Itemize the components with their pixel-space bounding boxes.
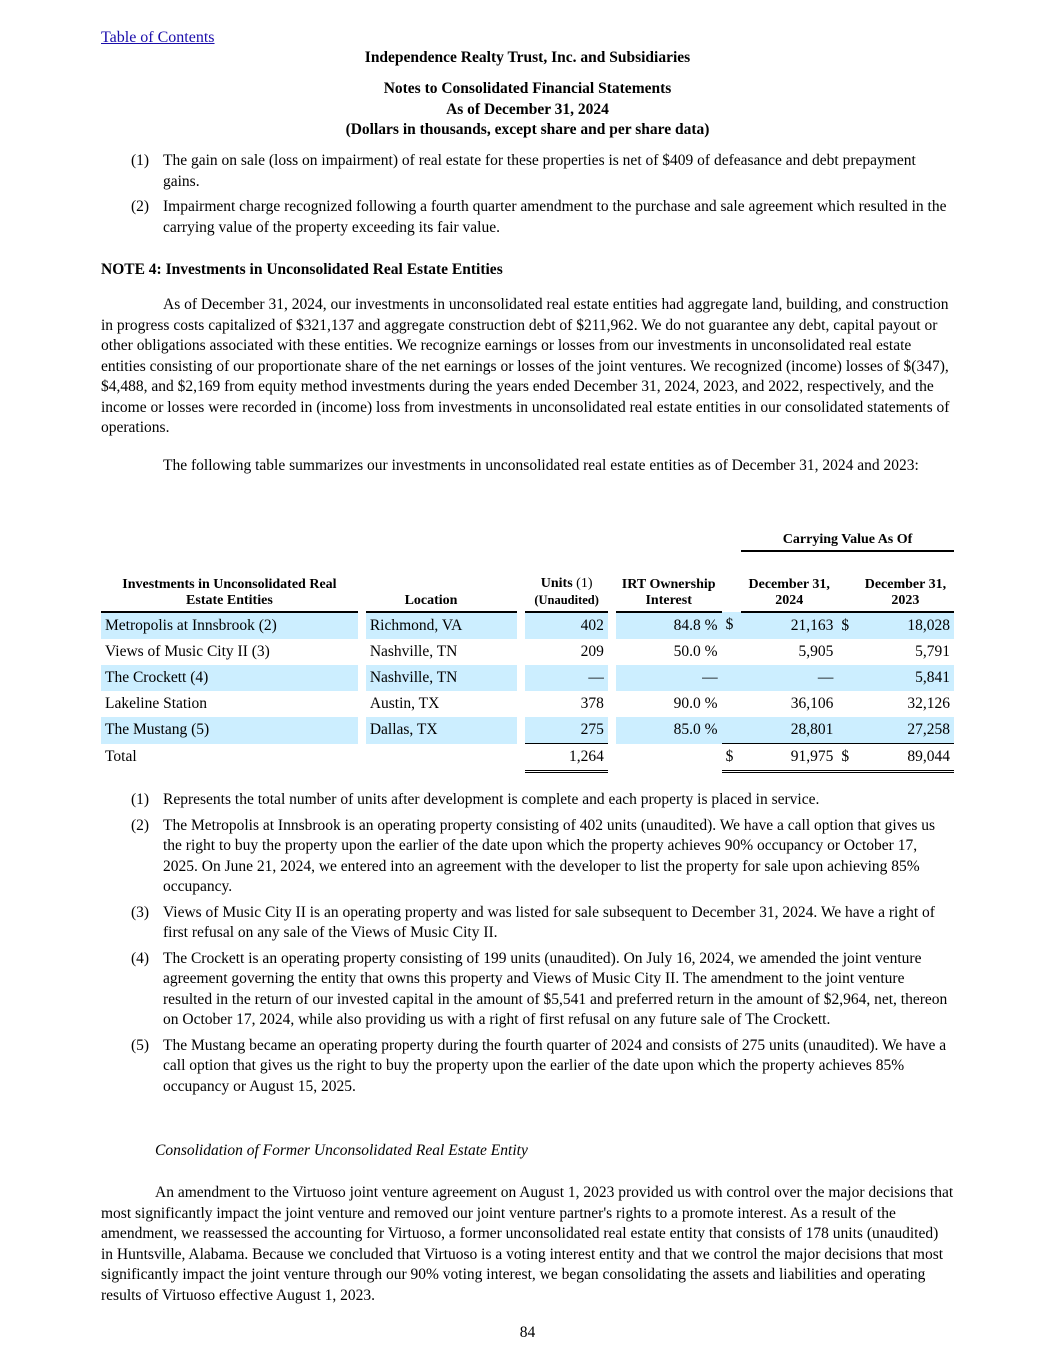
carrying-value-header: Carrying Value As Of [741,532,954,551]
cell-entity: Views of Music City II (3) [105,642,270,660]
column-header-dec-2023: December 31, 2023 [857,551,954,612]
cell-units: 209 [580,642,604,660]
footnote [101,949,954,1031]
cell-units: 275 [525,717,607,744]
footnote-number: (1) [131,791,150,808]
cell-dollar-2024: $ [722,612,742,639]
column-header-entity: Investments in Unconsolidated Real Estate Entities [101,551,358,612]
cell-location: Nashville, TN [369,642,458,660]
cell-entity: Metropolis at Innsbrook (2) [101,612,358,639]
column-header-location: Location [366,551,518,612]
cell-total-dollar-2023: $ [837,744,857,772]
cell-value-2023: 18,028 [857,612,954,639]
note-title: NOTE 4: Investments in Unconsolidated Real Estate Entities [101,261,503,278]
cell-units: 402 [525,612,607,639]
column-header-dec-2024: December 31, 2024 [741,551,837,612]
cell-irt: 84.8 % [616,612,722,639]
top-footnotes [101,151,954,238]
table-row [101,691,954,717]
footnote-number: (2) [131,198,150,215]
footnote [101,1036,954,1098]
footnote-text: Represents the total number of units after development is complete and each property is placed in service. [163,791,820,808]
cell-dollar-2024 [722,665,742,691]
cell-irt: — [616,665,722,691]
footnote-text: The Crockett is an operating property consisting of 199 units (unaudited). On July 16, 2024, we amended the joint venture agreement governing the entity that owns this property and Views of Music City II. The amendment to the joint venture resulted in the return of our invested capital in the amount of $5,541 and preferred return in the amount of $2,964, net, thereon on October 17, 2024, while also providing us with a right of first refusal on any future sale of The Crockett. [163,949,948,1028]
paragraph: As of December 31, 2024, our investments in unconsolidated real estate entities had aggregate land, building, and construction in progress costs capitalized of $321,137 and aggregate construction debt of $211,962. We do not guarantee any debt, capital payout or other obligations associated with these entities. We recognize earnings or losses from our investments in unconsolidated real estate entities consisting of our proportionate share of the net earnings or losses of the joint ventures. We recognized (income) losses of $(347), $4,488, and $2,169 from equity method investments during the years ended December 31, 2024, 2023, and 2022, respectively, and the income or losses were recorded in (income) loss from investments in unconsolidated real estate entities in our consolidated statements of operations. [101,296,950,436]
cell-value-2023: 27,258 [857,717,954,744]
footnote [101,197,954,238]
footnote-text: Views of Music City II is an operating property and was listed for sale subsequent to December 31, 2024. We have a right of first refusal on any sale of the Views of Music City II. [163,903,935,941]
section-subheading: Consolidation of Former Unconsolidated Real Estate Entity [155,1142,528,1159]
cell-value-2024: 5,905 [798,642,834,660]
paragraph: The following table summarizes our investments in unconsolidated real estate entities as of December 31, 2024 and 2023: [163,457,919,474]
footnote-text: The gain on sale (loss on impairment) of real estate for these properties is net of $409 of defeasance and debt prepayment gains. [163,152,916,190]
footnote [101,903,954,944]
table-row [101,717,954,744]
footnote [101,790,954,811]
cell-dollar-2024 [722,717,742,744]
footnote-number: (2) [131,816,150,834]
cell-entity: The Crockett (4) [101,665,358,691]
cell-location: Richmond, VA [366,612,518,639]
cell-units: 378 [580,694,604,712]
footnote-text: Impairment charge recognized following a fourth quarter amendment to the purchase and sale agreement which resulted in the carrying value of the property exceeding its fair value. [163,198,947,236]
cell-value-2023: 32,126 [907,694,950,712]
table-row [101,639,954,665]
table-of-contents-link[interactable]: Table of Contents [101,29,215,46]
cell-irt: 90.0 % [673,694,718,712]
cell-total-label: Total [105,748,137,766]
footnote-number: (4) [131,949,150,967]
cell-location: Dallas, TX [366,717,518,744]
footnote [101,816,954,898]
footnote-number: (3) [131,903,150,921]
cell-value-2024: — [741,665,837,691]
table-row [101,665,954,691]
units-unaudited: (Unaudited) [534,593,599,607]
cell-dollar-2023 [837,717,857,744]
footnote-text: The Metropolis at Innsbrook is an operating property consisting of 402 units (unaudited). We have a call option that gives us the right to buy the property upon the earlier of the date upon which the property achieves 90% occupancy or October 17, 2025. On June 21, 2024, we entered into an agreement with the developer to list the property for sale upon achieving 85% occupancy. [163,816,936,895]
cell-dollar-2023: $ [837,612,857,639]
units-label: Units [540,576,573,591]
column-header-units [525,551,607,612]
cell-total-units: 1,264 [525,744,607,772]
investments-table [101,532,954,773]
table-row [101,612,954,639]
statement-date: As of December 31, 2024 [446,100,609,118]
cell-total-2024: 91,975 [741,744,837,772]
cell-irt: 85.0 % [616,717,722,744]
cell-units: — [525,665,607,691]
cell-dollar-2023 [837,665,857,691]
page-number: 84 [519,1324,536,1341]
cell-value-2024: 36,106 [790,694,834,712]
cell-value-2024: 21,163 [741,612,837,639]
cell-total-dollar-2024: $ [722,744,742,772]
cell-dollar-2024 [722,691,742,717]
cell-dollar-2024 [722,639,742,665]
statement-header [101,79,954,141]
cell-dollar-2023 [837,691,857,717]
units-footnote-ref: (1) [576,576,593,591]
footnote-number: (1) [131,152,150,169]
column-header-irt: IRT Ownership Interest [616,551,722,612]
footnote-text: The Mustang became an operating property during the fourth quarter of 2024 and consists of 275 units (unaudited). We have a call option that gives us the right to buy the property upon the earlier of the date upon which the property achieves 85% occupancy or August 15, 2025. [163,1036,947,1095]
cell-value-2024: 28,801 [741,717,837,744]
statement-units: (Dollars in thousands, except share and per share data) [345,121,710,138]
footnote-number: (5) [131,1036,150,1054]
company-name: Independence Realty Trust, Inc. and Subsidiaries [364,49,691,66]
cell-location: Austin, TX [369,694,440,712]
footnote [101,151,954,192]
cell-value-2023: 5,791 [915,642,950,660]
table-total-row [101,744,954,772]
table-footnotes [101,790,954,1097]
cell-entity: The Mustang (5) [101,717,358,744]
cell-total-2023: 89,044 [857,744,954,772]
cell-irt: 50.0 % [673,642,718,660]
cell-location: Nashville, TN [366,665,518,691]
statement-title: Notes to Consolidated Financial Statements [383,80,672,97]
cell-value-2023: 5,841 [857,665,954,691]
cell-dollar-2023 [837,639,857,665]
cell-entity: Lakeline Station [105,694,208,712]
paragraph: An amendment to the Virtuoso joint venture agreement on August 1, 2023 provided us with control over the major decisions that most significantly impact the joint venture and removed our joint venture partner's rights to a promote interest. As a result of the amendment, we reassessed the accounting for Virtuoso, a former unconsolidated real estate entity that consists of 178 units (unaudited) in Huntsville, Alabama. Because we concluded that Virtuoso is a voting interest entity and that we control the major decisions that most significantly impact the joint venture through our 90% voting interest, we began consolidating the assets and liabilities and operating results of Virtuoso effective August 1, 2023. [101,1184,954,1304]
